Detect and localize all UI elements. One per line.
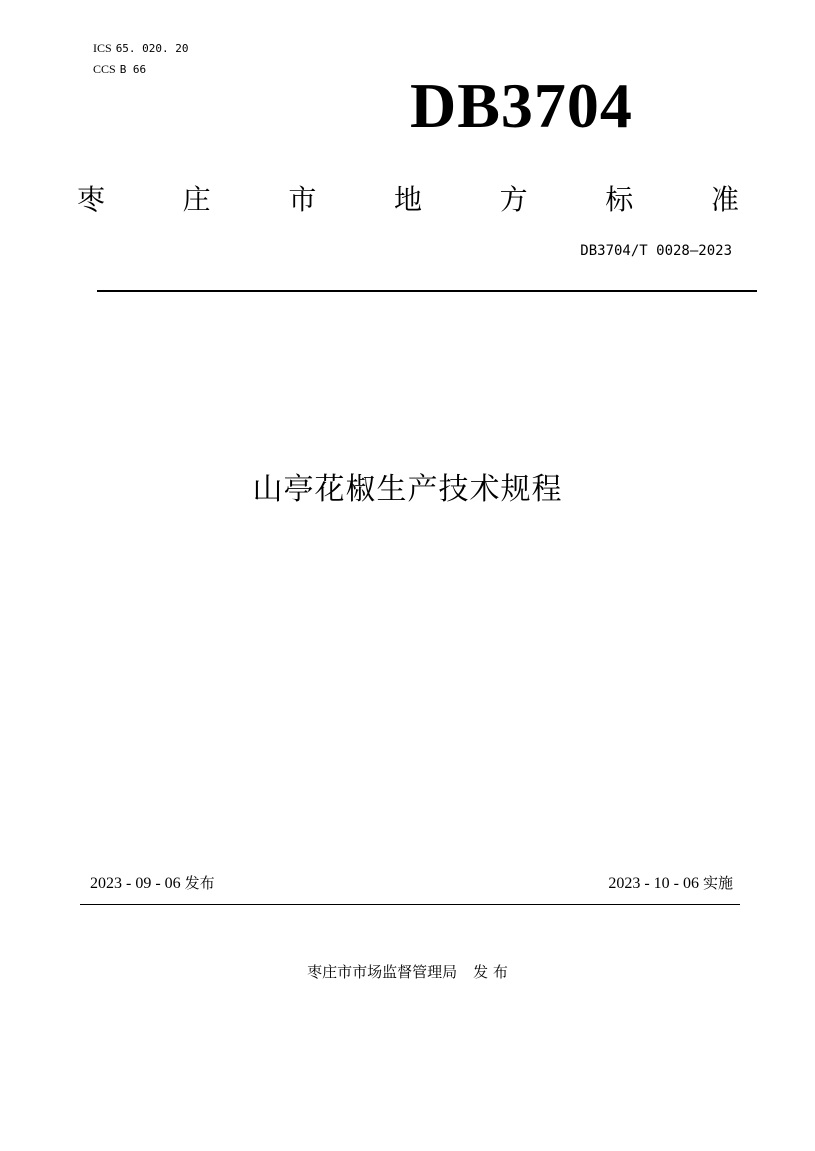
ics-label: ICS <box>93 41 112 55</box>
standard-type <box>77 182 739 218</box>
effective-label: 实施 <box>702 874 733 892</box>
ics-classification <box>93 41 189 56</box>
issuer-line <box>0 962 815 982</box>
standard-type-char: 准 <box>710 183 739 216</box>
top-divider <box>97 290 757 292</box>
ics-code: 65. 020. 20 <box>115 42 189 55</box>
publish-date-line <box>90 873 215 894</box>
ccs-classification <box>93 62 146 77</box>
ccs-label: CCS <box>93 62 116 76</box>
ccs-code: B 66 <box>119 63 147 76</box>
standard-type-char: 标 <box>605 183 634 216</box>
standard-type-char: 庄 <box>182 183 211 216</box>
bottom-divider <box>80 904 740 905</box>
standard-type-char: 市 <box>288 183 317 216</box>
standard-type-char: 枣 <box>77 183 106 216</box>
standard-type-char: 地 <box>393 183 422 216</box>
standard-code: DB3704 <box>410 70 633 141</box>
standard-type-char: 方 <box>499 183 528 216</box>
document-title: 山亭花椒生产技术规程 <box>252 472 563 507</box>
publish-date: 2023 - 09 - 06 <box>90 875 181 892</box>
publish-label: 发布 <box>184 874 215 892</box>
effective-date: 2023 - 10 - 06 <box>608 875 699 892</box>
issuer-action: 发 布 <box>473 963 508 981</box>
standard-number: DB3704/T 0028—2023 <box>580 243 732 259</box>
issuer-name: 枣庄市市场监督管理局 <box>307 963 458 981</box>
effective-date-line <box>608 873 733 894</box>
